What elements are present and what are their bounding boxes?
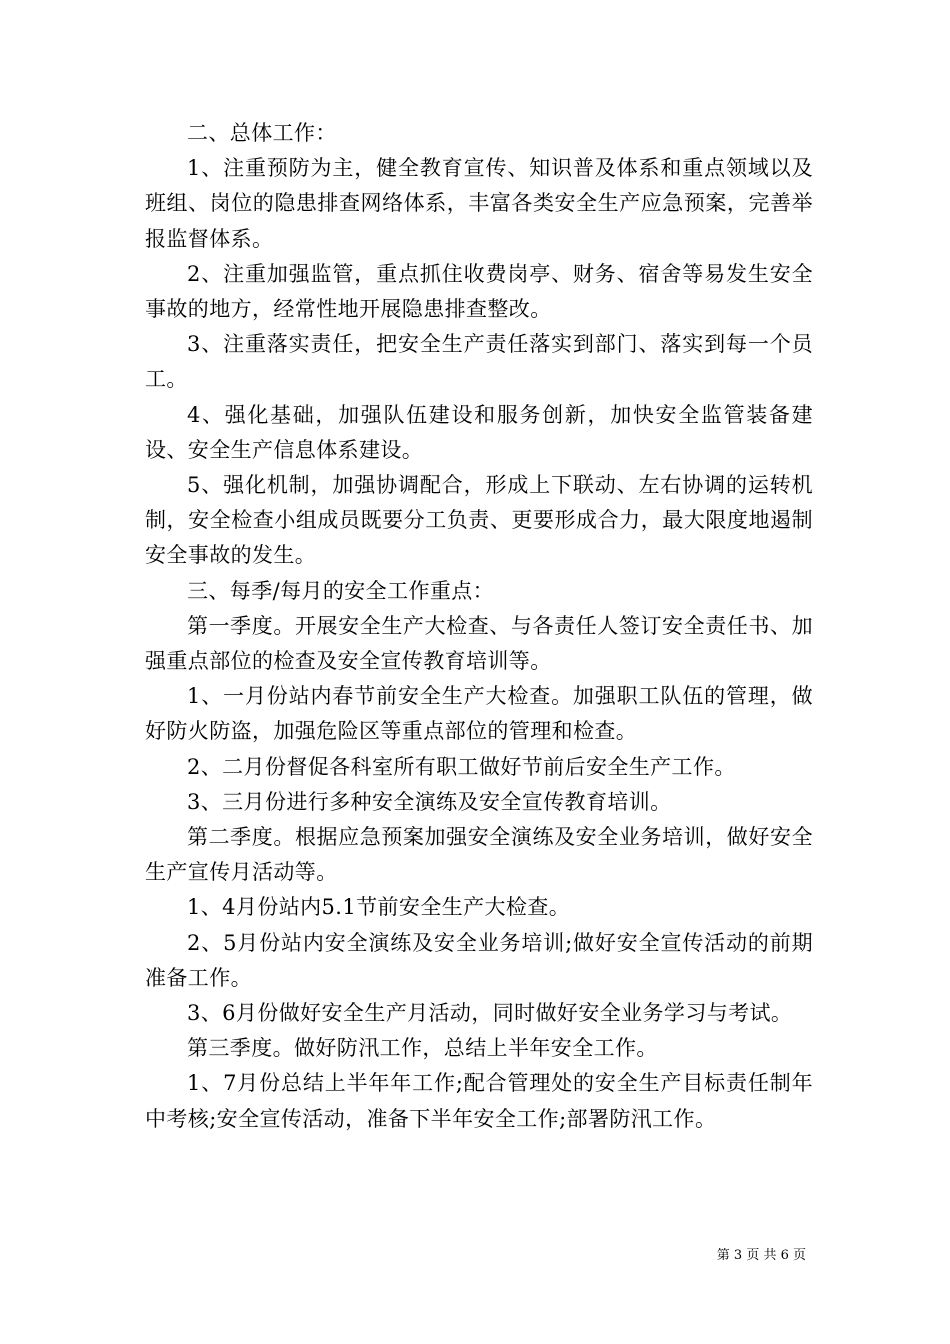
paragraph-item: 4、强化基础，加强队伍建设和服务创新，加快安全监管装备建设、安全生产信息体系建设。 (145, 402, 813, 462)
page-number-footer: 第 3 页 共 6 页 (716, 1248, 806, 1263)
paragraph-item: 3、三月份进行多种安全演练及安全宣传教育培训。 (187, 789, 672, 814)
paragraph-item: 1、4月份站内5.1节前安全生产大检查。 (187, 895, 571, 920)
paragraph-item: 3、注重落实责任，把安全生产责任落实到部门、落实到每一个员工。 (145, 332, 813, 392)
paragraph-item: 1、7月份总结上半年年工作;配合管理处的安全生产目标责任制年中考核;安全宣传活动，准备下半年安全工作;部署防汛工作。 (145, 1071, 813, 1131)
paragraph-item: 2、二月份督促各科室所有职工做好节前后安全生产工作。 (187, 754, 736, 779)
quarter-heading-q2: 第二季度。根据应急预案加强安全演练及安全业务培训，做好安全生产宣传月活动等。 (145, 825, 813, 885)
section-heading-overall-work: 二、总体工作： (187, 121, 337, 145)
document-body (145, 116, 813, 1137)
quarter-heading-q1: 第一季度。开展安全生产大检查、与各责任人签订安全责任书、加强重点部位的检查及安全宣传教育培训等。 (145, 613, 813, 674)
paragraph-item: 5、强化机制，加强协调配合，形成上下联动、左右协调的运转机制，安全检查小组成员既要分工负责、更要形成合力，最大限度地遏制安全事故的发生。 (145, 473, 813, 568)
quarter-heading-q3: 第三季度。做好防汛工作，总结上半年安全工作。 (187, 1036, 658, 1061)
paragraph-item: 1、注重预防为主，健全教育宣传、知识普及体系和重点领域以及班组、岗位的隐患排查网络体系，丰富各类安全生产应急预案，完善举报监督体系。 (145, 156, 813, 251)
paragraph-item: 3、6月份做好安全生产月活动，同时做好安全业务学习与考试。 (187, 1001, 793, 1026)
section-heading-quarterly-focus: 三、每季/每月的安全工作重点： (187, 578, 495, 603)
paragraph-item: 2、5月份站内安全演练及安全业务培训;做好安全宣传活动的前期准备工作。 (145, 930, 813, 990)
paragraph-item: 2、注重加强监管，重点抓住收费岗亭、财务、宿舍等易发生安全事故的地方，经常性地开展隐患排查整改。 (145, 261, 813, 322)
paragraph-item: 1、一月份站内春节前安全生产大检查。加强职工队伍的管理，做好防火防盗，加强危险区等重点部位的管理和检查。 (145, 684, 813, 744)
